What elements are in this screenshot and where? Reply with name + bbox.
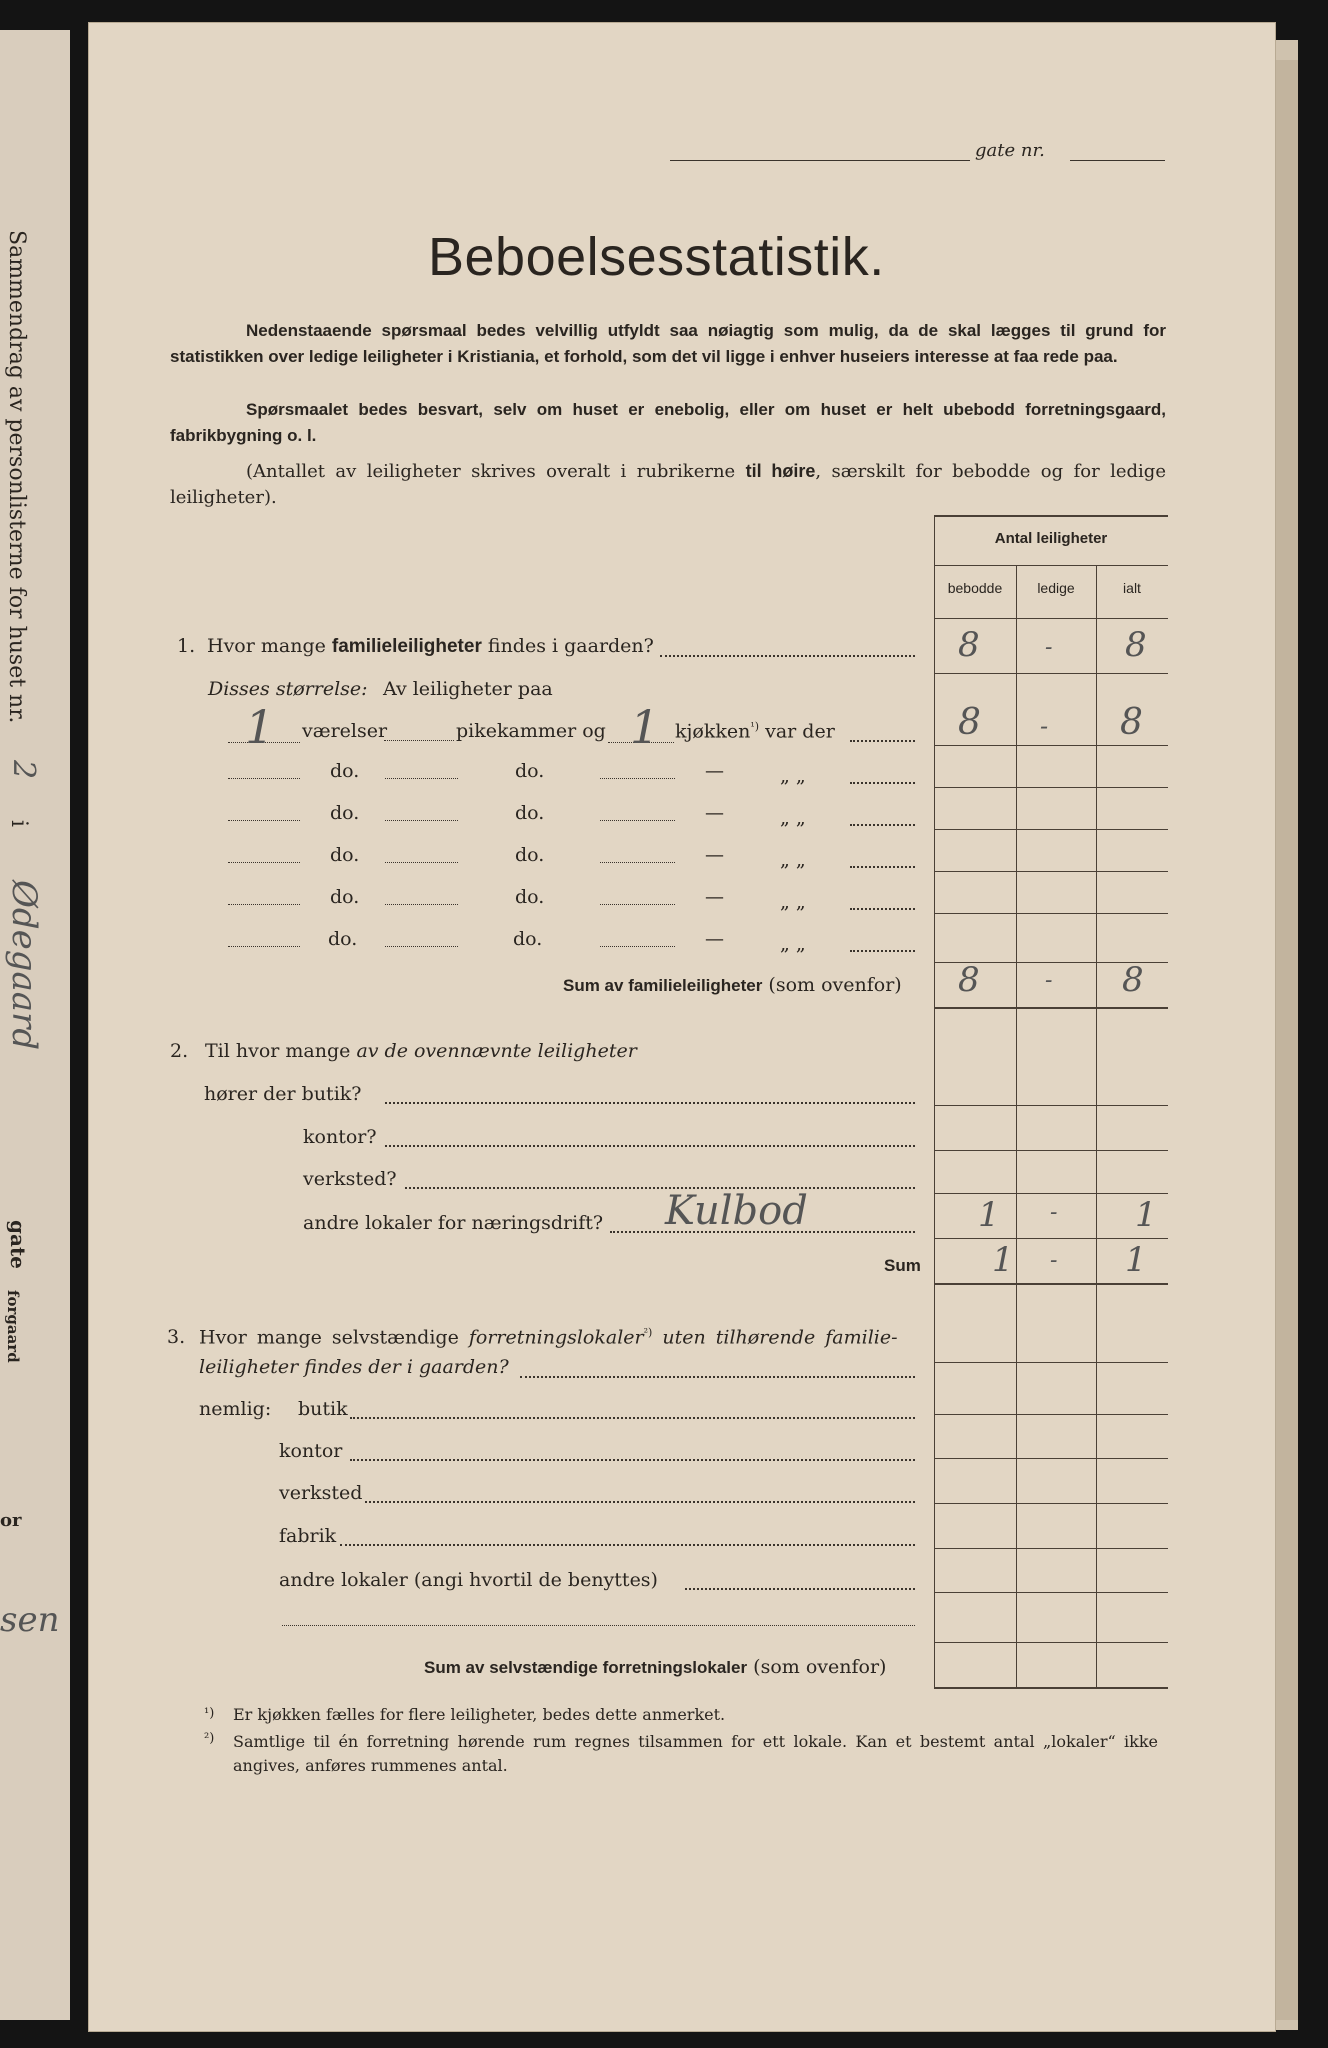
q2-andre: andre lokaler for næringsdrift? [303,1212,604,1234]
table-col-ledige: ledige [1037,580,1075,596]
q2-sum-ledige: - [1050,1248,1058,1273]
do-label: do. [515,844,545,866]
row-line [934,1458,1168,1459]
q3-andre: andre lokaler (angi hvortil de benyttes) [279,1569,658,1591]
row-line-sum [934,1283,1168,1285]
q3-verksted: verksted [279,1482,363,1504]
row-line [934,1548,1168,1549]
do-label: do. [515,886,545,908]
q2-butik: hører der butik? [204,1083,362,1105]
dash: — [705,802,724,824]
footnote-2: Samtlige til én forretning hørende rum regnes tilsammen for ett lokale. Kan et bestemt antal „lokaler“ ikke angives, anføres rummenes antal. [233,1732,1158,1775]
q1-size-text: Av leiligheter paa [383,678,553,700]
do-label: do. [330,802,360,824]
table-col-divider-2 [1096,565,1097,1687]
leader-dots [350,1417,915,1419]
do-field [385,904,458,905]
table-left-border [934,515,935,1687]
left-i: i [6,820,31,828]
row-line [934,1150,1168,1151]
do-field [385,778,458,779]
q1-sum-ialt: 8 [1122,960,1144,1000]
do-label: do. [330,760,360,782]
leader-dots [520,1376,915,1378]
row-line-sum [934,1687,1168,1689]
q1-text: Hvor mange familieleiligheter findes i gaarden? [207,635,654,657]
leader-dots [850,782,915,784]
ditto: „ „ [780,807,806,829]
q2-number: 2. [170,1040,189,1062]
left-handwritten-sen: sen [0,1600,60,1640]
left-handwritten-street: Ødegaard [4,880,44,1051]
table-header-line [934,565,1168,566]
do-label: do. [515,802,545,824]
q1-sum-label: Sum av familieleiligheter (som ovenfor) [563,974,902,996]
kitchen-handwritten: 1 [630,700,660,754]
q2-andre-handwritten: Kulbod [665,1188,808,1234]
do-field [228,904,300,905]
row-line [934,787,1168,788]
ditto: „ „ [780,849,806,871]
table-header-title: Antal leiligheter [994,530,1108,547]
ditto: „ „ [780,933,806,955]
dash: — [705,844,724,866]
dash: — [705,928,724,950]
row-line [934,1503,1168,1504]
do-field [385,820,458,821]
row-line [934,1362,1168,1363]
page-edge [1275,60,1298,2020]
gate-label: gate nr. [975,140,1045,161]
leader-dots [365,1501,915,1503]
left-or: or [0,1510,22,1531]
table-header-bottom [934,618,1168,619]
do-label: do. [515,760,545,782]
q1-bebodde-value: 8 [958,625,980,665]
row1-ialt-value: 8 [1120,702,1143,743]
intro-paragraph-3: (Antallet av leiligheter skrives overalt i rubrikerne til høire, særskilt for bebodde og for ledige leiligheter). [170,461,1166,508]
dash: — [705,760,724,782]
row-line [934,829,1168,830]
rooms-dots [384,740,454,741]
table-col-divider-1 [1016,565,1017,1687]
row-line [934,673,1168,674]
row-line [934,1592,1168,1593]
do-field [385,946,458,947]
q1-sum-ledige: - [1045,968,1053,993]
q3-fabrik: fabrik [279,1525,337,1547]
q3-text-line1: Hvor mange selvstændige forretningslokaler$^{^2)}$ uten tilhørende familie- [199,1326,898,1349]
row-line [934,871,1168,872]
left-gate: gate [6,1220,30,1269]
rooms-handwritten: 1 [245,700,275,754]
row-line [934,1642,1168,1643]
leader-dots [850,740,915,742]
leader-dots [850,866,915,868]
q3-andre-field[interactable] [282,1625,915,1626]
do-field [600,946,675,947]
q2-sum-label: Sum [884,1256,921,1275]
leader-dots [850,950,915,952]
row-line [934,745,1168,746]
table-top-border [934,515,1168,517]
row-line-sum [934,1007,1168,1009]
do-field [228,862,300,863]
q1-number: 1. [177,635,196,657]
q2-verksted: verksted? [303,1168,397,1190]
leader-dots [385,1145,915,1147]
q2-text: Til hvor mange av de ovennævnte leiligheter [205,1040,637,1062]
kitchen-label: kjøkken$^{^1)}$ var der [675,720,835,743]
footnote-1-mark: ¹) [204,1706,215,1721]
q3-sum-label: Sum av selvstændige forretningslokaler (som ovenfor) [424,1656,887,1678]
table-col-bebodde: bebodde [947,580,1003,596]
do-label: do. [513,928,543,950]
q3-number: 3. [167,1326,186,1348]
q3-text-line2: leiligheter findes der i gaarden? [199,1356,509,1378]
gate-line-end [1070,160,1165,161]
do-label: do. [330,844,360,866]
leader-dots [385,1102,915,1104]
q2-andre-ialt: 1 [1135,1195,1157,1235]
row1-bebodde-value: 8 [958,702,981,743]
leader-dots [850,824,915,826]
row-line [934,1193,1168,1194]
q1-ledige-value: - [1045,635,1053,660]
row-line [934,1414,1168,1415]
do-field [600,820,675,821]
do-field [228,946,300,947]
do-label: do. [328,928,358,950]
do-field [600,778,675,779]
footnote-2-mark: ²) [204,1731,215,1746]
do-field [228,820,300,821]
do-field [228,778,300,779]
left-vertical-text: Sammendrag av personlisterne for huset nr. [4,230,29,724]
q2-andre-ledige: - [1050,1200,1058,1225]
ditto: „ „ [780,765,806,787]
do-field [600,862,675,863]
row-line [934,1238,1168,1239]
dash: — [705,886,724,908]
row-line [934,1105,1168,1106]
q3-nemlig: nemlig: [199,1398,272,1420]
leader-dots [685,1588,915,1590]
q3-butik: butik [298,1398,348,1420]
intro-paragraph-1: Nedenstaaende spørsmaal bedes velvillig utfyldt saa nøiagtig som mulig, da de skal lægges til grund for statistikken over ledige leiligheter i Kristiania, et forhold, som det vil ligge i enhver huseiers interesse at faa rede paa. [170,321,1166,366]
leader-dots [850,908,915,910]
left-handwritten-nr: 2 [6,760,41,780]
leader-dots [660,655,915,657]
page-title: Beboelsesstatistik. [428,227,885,287]
row-line [934,913,1168,914]
row1-ledige-value: - [1040,712,1049,740]
leader-dots [405,1187,915,1189]
left-forgaard: forgaard [4,1290,22,1363]
do-field [600,904,675,905]
q2-sum-ialt: 1 [1125,1240,1147,1280]
q2-andre-bebodde: 1 [978,1195,1000,1235]
do-field [385,862,458,863]
q1-size-label: Disses størrelse: [208,678,368,700]
ditto: „ „ [780,891,806,913]
gate-line [670,160,970,161]
maid-label: pikekammer og [456,720,606,742]
table-col-ialt: ialt [1123,580,1141,596]
do-label: do. [330,886,360,908]
rooms-label: værelser [302,720,388,742]
q2-kontor: kontor? [303,1126,377,1148]
q1-ialt-value: 8 [1125,625,1147,665]
q1-sum-bebodde: 8 [958,960,980,1000]
footnote-1: Er kjøkken fælles for flere leiligheter, bedes dette anmerket. [233,1705,726,1724]
q3-kontor: kontor [279,1440,343,1462]
leader-dots [350,1459,915,1461]
intro-paragraph-2: Spørsmaalet bedes besvart, selv om huset er enebolig, eller om huset er helt ubebodd forretningsgaard, fabrikbygning o. l. [170,400,1166,445]
leader-dots [340,1544,915,1546]
q2-sum-bebodde: 1 [992,1240,1014,1280]
